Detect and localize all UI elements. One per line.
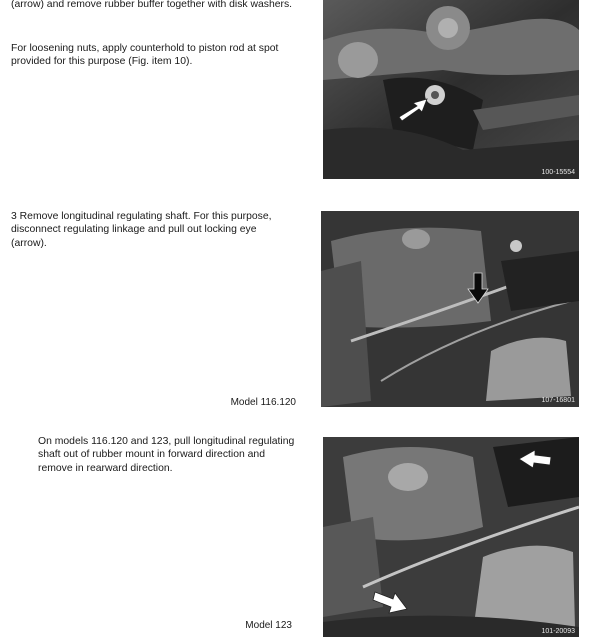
- figure-photo-regulating-shaft: [321, 211, 579, 407]
- paragraph-continuation: (arrow) and remove rubber buffer together with disk washers.: [11, 0, 293, 10]
- figure-photo-rubber-mount: [323, 437, 579, 637]
- figure-photo-rubber-buffer: [323, 0, 579, 179]
- figure-reference-number: 101-20093: [541, 628, 575, 635]
- paragraph-counterhold: For loosening nuts, apply counterhold to piston rod at spot provided for this purpose (Fig. item 10).: [11, 43, 279, 68]
- step-3-remove-shaft: 3 Remove longitudinal regulating shaft. For this purpose, disconnect regulating linkage and pull out locking eye (arrow).: [11, 211, 272, 249]
- figure-reference-number: 100-15554: [541, 169, 575, 176]
- figure-caption-model-116120: Model 116.120: [230, 397, 296, 408]
- figure-caption-model-123: Model 123: [245, 620, 292, 631]
- figure-reference-number: 107-16801: [541, 397, 575, 404]
- paragraph-models-note: On models 116.120 and 123, pull longitudinal regulating shaft out of rubber mount in forward direction and remove in rearward direction.: [38, 436, 295, 474]
